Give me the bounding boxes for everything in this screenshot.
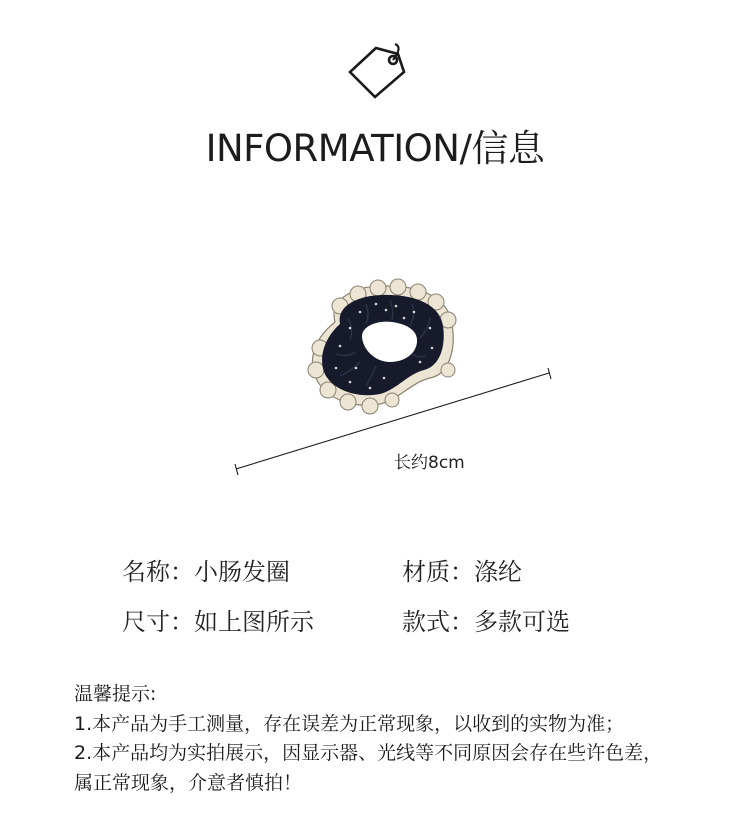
- notes-line: 2.本产品均为实拍展示，因显示器、光线等不同原因会存在些许色差，: [74, 742, 663, 764]
- spec-key: 名称：: [122, 558, 194, 586]
- price-tag-icon: [345, 42, 407, 100]
- spec-material: [402, 552, 522, 587]
- spec-size: [122, 602, 314, 637]
- measure-label: 长约8cm: [394, 453, 465, 473]
- spec-key: 款式：: [402, 608, 474, 636]
- notes-line: 1.本产品为手工测量，存在误差为正常现象，以收到的实物为准；: [74, 712, 625, 735]
- spec-key: 尺寸：: [122, 608, 194, 636]
- notes-line: 属正常现象，介意者慎拍！: [74, 771, 303, 794]
- spec-style: [402, 602, 570, 637]
- spec-value: 涤纶: [474, 558, 522, 586]
- spec-value: 小肠发圈: [194, 558, 290, 586]
- spec-value: 多款可选: [474, 608, 570, 636]
- page-title: INFORMATION/信息: [205, 127, 545, 170]
- spec-value: 如上图所示: [194, 608, 314, 636]
- spec-name: [122, 552, 290, 587]
- notes-heading: 温馨提示:: [74, 683, 157, 705]
- spec-key: 材质：: [402, 558, 474, 586]
- notes-section: [74, 680, 734, 798]
